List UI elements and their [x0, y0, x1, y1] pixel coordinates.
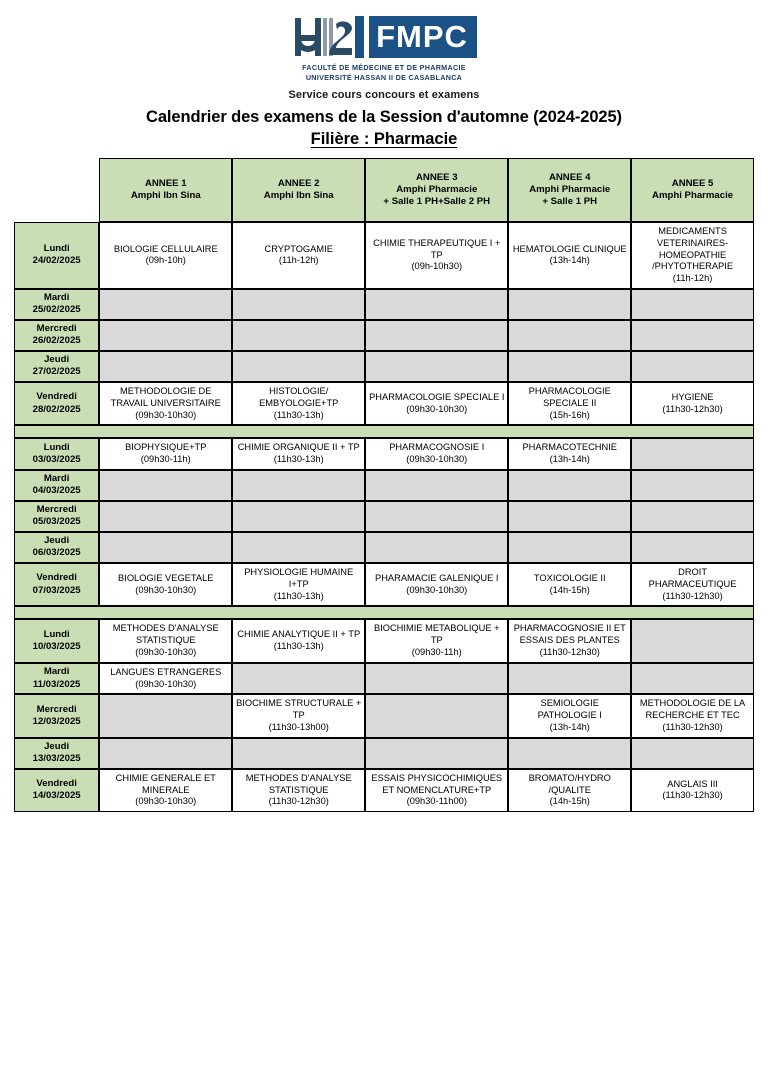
empty-cell [232, 289, 365, 320]
day-name: Mercredi [36, 703, 77, 715]
day-date: 07/03/2025 [32, 584, 81, 596]
week-separator-band [14, 425, 754, 438]
exam-cell [365, 619, 508, 662]
exam-time: (09h30-10h30) [406, 454, 468, 465]
day-label-cell [14, 438, 99, 470]
exam-cell [365, 438, 508, 470]
day-label-cell [14, 382, 99, 425]
day-label-cell [14, 663, 99, 695]
empty-cell [365, 663, 508, 695]
day-label-cell [14, 619, 99, 662]
exam-schedule-table [14, 158, 754, 812]
letterhead [0, 0, 768, 101]
table-row [14, 289, 754, 320]
exam-subject: CHIMIE THERAPEUTIQUE I + TP [373, 237, 501, 260]
empty-cell [99, 351, 232, 382]
day-name: Vendredi [36, 391, 77, 403]
column-header-title: ANNEE 4 [548, 172, 591, 183]
column-header-room: Amphi Pharmacie [652, 190, 734, 201]
exam-time: (13h-14h) [549, 454, 590, 465]
exam-time: (13h-14h) [549, 721, 590, 732]
day-name: Mardi [43, 291, 70, 303]
day-label-cell [14, 351, 99, 382]
day-name: Mercredi [36, 503, 77, 515]
day-name: Lundi [43, 441, 70, 453]
page-title: Calendrier des examens de la Session d'automne (2024-2025) [146, 108, 622, 126]
uh2-logo-icon [291, 15, 353, 59]
empty-cell [232, 532, 365, 563]
exam-cell [232, 222, 365, 289]
exam-cell [365, 382, 508, 425]
day-label-cell [14, 769, 99, 812]
exam-subject: METHODOLOGIE DE TRAVAIL UNIVERSITAIRE [110, 385, 221, 408]
exam-cell [99, 563, 232, 606]
table-row [14, 663, 754, 695]
day-name: Jeudi [44, 534, 70, 546]
column-header-title: ANNEE 1 [144, 178, 187, 189]
logo-divider-bar [355, 16, 364, 58]
column-header-room: Amphi Ibn Sina [263, 190, 334, 201]
table-row [14, 738, 754, 769]
exam-time: (09h-10h) [145, 255, 186, 266]
exam-cell [232, 619, 365, 662]
empty-cell [232, 470, 365, 501]
day-name: Mardi [43, 666, 70, 678]
day-date: 24/02/2025 [32, 255, 81, 267]
empty-cell [508, 532, 631, 563]
schedule-table-wrapper [14, 158, 754, 812]
day-label-cell [14, 563, 99, 606]
day-date: 11/03/2025 [32, 678, 81, 690]
exam-time: (15h-16h) [549, 409, 590, 420]
day-date: 25/02/2025 [32, 304, 81, 316]
empty-cell [365, 351, 508, 382]
service-line: Service cours concours et examens [288, 89, 480, 101]
exam-time: (14h-15h) [549, 796, 590, 807]
exam-time: (11h30-12h30) [268, 796, 329, 807]
exam-time: (11h30-12h30) [662, 403, 723, 414]
table-row [14, 320, 754, 351]
exam-cell [365, 222, 508, 289]
empty-cell [508, 320, 631, 351]
exam-cell [365, 769, 508, 812]
column-header-title: ANNEE 3 [415, 172, 458, 183]
exam-time: (09h30-10h30) [135, 646, 197, 657]
day-date: 14/03/2025 [32, 790, 81, 802]
day-label-cell [14, 320, 99, 351]
exam-time: (11h30-13h) [273, 590, 324, 601]
exam-cell [508, 222, 631, 289]
empty-cell [232, 351, 365, 382]
empty-cell [365, 738, 508, 769]
table-row [14, 351, 754, 382]
exam-subject: METHODES D'ANALYSE STATISTIQUE [245, 772, 352, 795]
empty-cell [631, 438, 754, 470]
empty-cell [232, 320, 365, 351]
empty-cell [508, 289, 631, 320]
day-name: Mardi [43, 472, 70, 484]
empty-cell [99, 320, 232, 351]
exam-time: (09h30-10h30) [135, 409, 197, 420]
exam-time: (11h30-12h30) [539, 646, 600, 657]
column-header-year-5 [631, 158, 754, 222]
day-name: Lundi [43, 242, 70, 254]
day-label-cell [14, 289, 99, 320]
exam-cell [508, 769, 631, 812]
empty-cell [99, 532, 232, 563]
exam-subject: LANGUES ETRANGERES [110, 666, 222, 677]
exam-time: (09h30-10h30) [406, 584, 468, 595]
faculty-name-line2: UNIVERSITÉ HASSAN II DE CASABLANCA [305, 73, 463, 82]
exam-cell [508, 563, 631, 606]
table-header [14, 158, 754, 222]
empty-cell [365, 470, 508, 501]
empty-cell [508, 470, 631, 501]
empty-cell [99, 289, 232, 320]
column-header-title: ANNEE 5 [671, 178, 714, 189]
day-date: 05/03/2025 [32, 516, 81, 528]
day-name: Jeudi [44, 740, 70, 752]
exam-subject: DROIT PHARMACEUTIQUE [648, 566, 737, 589]
empty-cell [508, 738, 631, 769]
exam-subject: BIOLOGIE CELLULAIRE [113, 243, 218, 254]
week-separator [14, 425, 754, 438]
empty-cell [631, 738, 754, 769]
table-row [14, 532, 754, 563]
exam-cell [508, 382, 631, 425]
exam-time: (11h30-12h30) [662, 790, 723, 801]
table-row [14, 438, 754, 470]
column-header-room: Amphi Ibn Sina [130, 190, 201, 201]
exam-cell [99, 663, 232, 695]
column-header-year-2 [232, 158, 365, 222]
exam-cell [508, 694, 631, 737]
exam-time: (11h30-12h30) [662, 590, 723, 601]
exam-subject: MEDICAMENTS VETERINAIRES-HOMEOPATHIE /PHYTOTHERAPIE [652, 226, 734, 272]
empty-cell [232, 501, 365, 532]
day-label-cell [14, 532, 99, 563]
day-label-cell [14, 222, 99, 289]
empty-cell [99, 470, 232, 501]
exam-cell [631, 222, 754, 289]
exam-subject: ESSAIS PHYSICOCHIMIQUES ET NOMENCLATURE+TP [371, 772, 503, 795]
table-row [14, 501, 754, 532]
exam-subject: BROMATO/HYDRO /QUALITE [528, 772, 611, 795]
day-label-cell [14, 694, 99, 737]
exam-time: (11h30-12h30) [662, 721, 723, 732]
exam-cell [508, 619, 631, 662]
exam-time: (11h30-13h) [273, 641, 324, 652]
day-name: Jeudi [44, 353, 70, 365]
column-header-title: ANNEE 2 [277, 178, 320, 189]
exam-subject: ANGLAIS III [667, 778, 718, 789]
exam-cell [232, 438, 365, 470]
day-name: Vendredi [36, 572, 77, 584]
exam-subject: TOXICOLOGIE II [533, 572, 606, 583]
header-corner-blank [14, 158, 99, 222]
day-date: 13/03/2025 [32, 753, 81, 765]
day-name: Mercredi [36, 322, 77, 334]
exam-cell [631, 769, 754, 812]
exam-subject: CHIMIE GENERALE ET MINERALE [115, 772, 216, 795]
day-date: 28/02/2025 [32, 403, 81, 415]
exam-time: (13h-14h) [549, 255, 590, 266]
fmpc-logo-text: FMPC [369, 16, 477, 58]
empty-cell [631, 501, 754, 532]
exam-subject: BIOPHYSIQUE+TP [125, 442, 207, 453]
empty-cell [365, 289, 508, 320]
exam-subject: SEMIOLOGIE PATHOLOGIE I [537, 698, 602, 721]
exam-cell [631, 563, 754, 606]
exam-subject: CHIMIE ANALYTIQUE II + TP [237, 629, 361, 640]
empty-cell [631, 351, 754, 382]
exam-cell [232, 382, 365, 425]
exam-cell [99, 222, 232, 289]
exam-time: (09h30-10h30) [135, 796, 197, 807]
empty-cell [631, 289, 754, 320]
exam-cell [99, 438, 232, 470]
page-subtitle [0, 130, 768, 149]
column-header-year-4 [508, 158, 631, 222]
day-label-cell [14, 470, 99, 501]
exam-time: (09h30-11h) [140, 454, 191, 465]
table-row [14, 563, 754, 606]
exam-subject: PHARMACOGNOSIE II ET ESSAIS DES PLANTES [513, 623, 626, 646]
exam-subject: PHARMACOGNOSIE I [389, 442, 485, 453]
empty-cell [232, 738, 365, 769]
exam-cell [508, 438, 631, 470]
empty-cell [232, 663, 365, 695]
exam-subject: BIOLOGIE VEGETALE [118, 572, 214, 583]
column-header-room-extra: + Salle 1 PH+Salle 2 PH [383, 196, 491, 207]
header-row [14, 158, 754, 222]
table-row [14, 382, 754, 425]
exam-cell [232, 769, 365, 812]
day-date: 06/03/2025 [32, 547, 81, 559]
day-label-cell [14, 738, 99, 769]
exam-subject: HEMATOLOGIE CLINIQUE [512, 243, 627, 254]
exam-subject: HISTOLOGIE/ EMBYOLOGIE+TP [259, 385, 339, 408]
exam-cell [232, 563, 365, 606]
exam-time: (11h-12h) [278, 255, 319, 266]
day-date: 26/02/2025 [32, 335, 81, 347]
exam-subject: METHODES D'ANALYSE STATISTIQUE [112, 623, 219, 646]
exam-subject: PHARAMACIE GALENIQUE I [375, 572, 499, 583]
faculty-name-line1: FACULTÉ DE MÉDECINE ET DE PHARMACIE [302, 63, 466, 72]
page-subtitle-text: Filière : Pharmacie [310, 130, 458, 148]
exam-cell [232, 694, 365, 737]
column-header-room-extra: + Salle 1 PH [542, 196, 598, 207]
exam-time: (09h30-11h00) [406, 796, 467, 807]
exam-subject: PHARMACOLOGIE SPECIALE I [369, 391, 505, 402]
table-row [14, 619, 754, 662]
exam-subject: HYGIENE [671, 391, 714, 402]
empty-cell [508, 351, 631, 382]
empty-cell [99, 694, 232, 737]
day-date: 10/03/2025 [32, 641, 81, 653]
column-header-year-1 [99, 158, 232, 222]
exam-cell [99, 382, 232, 425]
exam-time: (11h-12h) [672, 273, 713, 284]
exam-subject: BIOCHIMIE METABOLIQUE + TP [373, 623, 500, 646]
exam-cell [631, 382, 754, 425]
empty-cell [631, 320, 754, 351]
exam-subject: PHARMACOTECHNIE [522, 442, 617, 453]
day-name: Lundi [43, 628, 70, 640]
exam-subject: PHARMACOLOGIE SPECIALE II [528, 385, 611, 408]
table-row [14, 694, 754, 737]
exam-subject: METHODOLOGIE DE LA RECHERCHE ET TEC [639, 698, 746, 721]
empty-cell [631, 532, 754, 563]
exam-subject: BIOCHIME STRUCTURALE + TP [236, 698, 362, 721]
table-row [14, 222, 754, 289]
day-date: 03/03/2025 [32, 454, 81, 466]
exam-time: (11h30-13h00) [268, 721, 329, 732]
exam-time: (09h30-10h30) [135, 678, 197, 689]
exam-time: (09h30-11h) [411, 646, 462, 657]
exam-subject: CHIMIE ORGANIQUE II + TP [237, 442, 360, 453]
day-date: 12/03/2025 [32, 716, 81, 728]
exam-subject: PHYSIOLOGIE HUMAINE I+TP [244, 566, 354, 589]
exam-time: (14h-15h) [549, 584, 590, 595]
column-header-room: Amphi Pharmacie [396, 184, 478, 195]
exam-time: (11h30-13h) [273, 409, 324, 420]
empty-cell [99, 501, 232, 532]
table-row [14, 470, 754, 501]
column-header-year-3 [365, 158, 508, 222]
day-name: Vendredi [36, 777, 77, 789]
empty-cell [631, 619, 754, 662]
week-separator [14, 606, 754, 619]
exam-time: (09h30-10h30) [135, 584, 197, 595]
exam-cell [99, 769, 232, 812]
exam-time: (11h30-13h) [273, 454, 324, 465]
empty-cell [631, 470, 754, 501]
day-date: 04/03/2025 [32, 485, 81, 497]
exam-cell [365, 563, 508, 606]
institution-logo [291, 14, 477, 60]
empty-cell [631, 663, 754, 695]
exam-time: (09h-10h30) [411, 261, 463, 272]
exam-time: (09h30-10h30) [406, 403, 468, 414]
exam-cell [631, 694, 754, 737]
week-separator-band [14, 606, 754, 619]
column-header-room: Amphi Pharmacie [529, 184, 611, 195]
empty-cell [365, 501, 508, 532]
empty-cell [508, 663, 631, 695]
empty-cell [508, 501, 631, 532]
empty-cell [365, 320, 508, 351]
table-body [14, 222, 754, 812]
empty-cell [99, 738, 232, 769]
exam-subject: CRYPTOGAMIE [264, 243, 333, 254]
empty-cell [365, 694, 508, 737]
day-date: 27/02/2025 [32, 366, 81, 378]
table-row [14, 769, 754, 812]
empty-cell [365, 532, 508, 563]
exam-cell [99, 619, 232, 662]
day-label-cell [14, 501, 99, 532]
